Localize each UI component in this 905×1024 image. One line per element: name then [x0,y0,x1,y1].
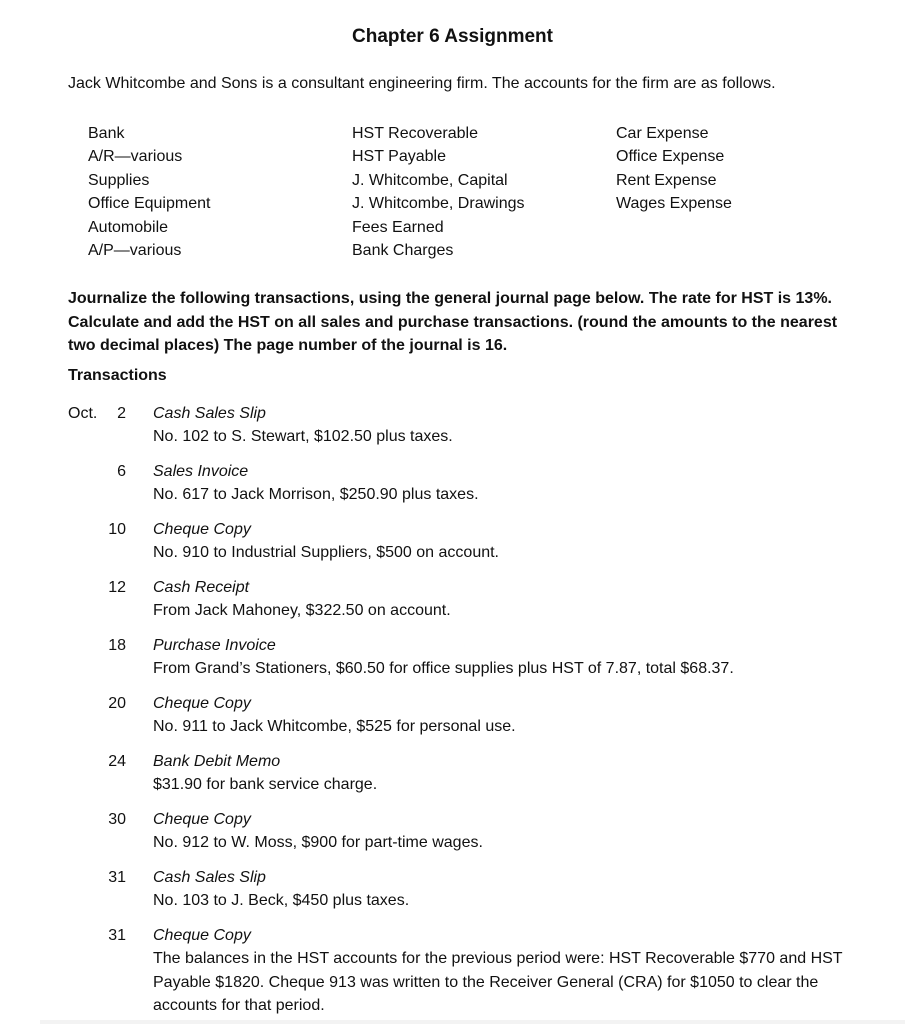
transaction-detail: From Grand’s Stationers, $60.50 for office supplies plus HST of 7.87, total $68.37. [153,660,734,678]
accounts-column-2 [352,122,525,262]
transaction-day: 20 [108,695,126,712]
account-item: J. Whitcombe, Capital [352,171,508,189]
intro-paragraph: Jack Whitcombe and Sons is a consultant engineering firm. The accounts for the firm are as follows. [68,75,776,92]
transaction-type: Cash Receipt [153,579,250,596]
transaction-detail: No. 102 to S. Stewart, $102.50 plus taxes. [153,428,453,446]
transaction-day: 31 [108,869,126,886]
accounts-column-3 [616,122,732,216]
transaction-detail: No. 912 to W. Moss, $900 for part-time wages. [153,834,483,852]
transactions-heading: Transactions [68,367,167,384]
transaction-body [153,402,873,449]
account-item: HST Recoverable [352,125,478,142]
transaction-detail: No. 617 to Jack Morrison, $250.90 plus taxes. [153,486,479,504]
account-item: HST Payable [352,148,446,166]
transaction-body [153,692,873,739]
transaction-detail: No. 103 to J. Beck, $450 plus taxes. [153,892,410,910]
transaction-type: Bank Debit Memo [153,753,281,770]
transaction-type: Cash Sales Slip [153,405,266,422]
account-item: A/R—various [88,148,183,166]
transaction-body [153,808,873,855]
transaction-day: 2 [117,405,126,422]
account-item: Office Equipment [88,195,211,213]
transaction-day: 30 [108,811,126,828]
account-item: Rent Expense [616,171,717,189]
transaction-body [153,576,873,623]
account-item: Automobile [88,218,169,236]
accounts-list [0,122,905,267]
transaction-body [153,634,873,681]
transaction-day: 12 [108,579,126,596]
transaction-detail: No. 911 to Jack Whitcombe, $525 for personal use. [153,718,516,736]
account-item: A/P—various [88,241,182,259]
transaction-detail: $31.90 for bank service charge. [153,776,378,794]
transaction-type: Cheque Copy [153,521,251,538]
accounts-column-1 [88,122,210,262]
transaction-body [153,924,873,1018]
transaction-type: Purchase Invoice [153,637,276,654]
account-item: Office Expense [616,148,725,166]
transaction-day: 6 [117,463,126,480]
transaction-day: 10 [108,521,126,538]
transaction-body [153,518,873,565]
account-item: Bank Charges [352,241,454,259]
transaction-body [153,866,873,913]
transaction-type: Cheque Copy [153,695,251,712]
transaction-day: 31 [108,927,126,944]
transaction-detail: From Jack Mahoney, $322.50 on account. [153,602,451,620]
page-title: Chapter 6 Assignment [352,26,553,47]
transaction-body [153,460,873,507]
transaction-day: 18 [108,637,126,654]
transaction-detail: The balances in the HST accounts for the previous period were: HST Recoverable $770 and HST Payable $1820. Cheque 913 was written to the Receiver General (CRA) for $1050 to clear the accounts for that period. [153,950,843,1015]
transaction-month: Oct. [68,405,98,422]
account-item: Car Expense [616,125,709,142]
instructions-paragraph: Journalize the following transactions, using the general journal page below. The rate for HST is 13%. Calculate and add the HST on all sales and purchase transactions. (round the amounts to the nearest two decimal places) The page number of the journal is 16. [68,290,838,354]
transaction-type: Cash Sales Slip [153,869,266,886]
transaction-body [153,750,873,797]
transaction-day: 24 [108,753,126,770]
account-item: Supplies [88,171,150,189]
page-footer-shade [40,1020,905,1024]
transaction-detail: No. 910 to Industrial Suppliers, $500 on account. [153,544,499,562]
account-item: J. Whitcombe, Drawings [352,195,525,213]
transaction-type: Cheque Copy [153,811,251,828]
account-item: Wages Expense [616,195,732,213]
transaction-type: Cheque Copy [153,927,251,944]
account-item: Bank [88,125,125,142]
transaction-type: Sales Invoice [153,463,249,480]
account-item: Fees Earned [352,218,444,236]
